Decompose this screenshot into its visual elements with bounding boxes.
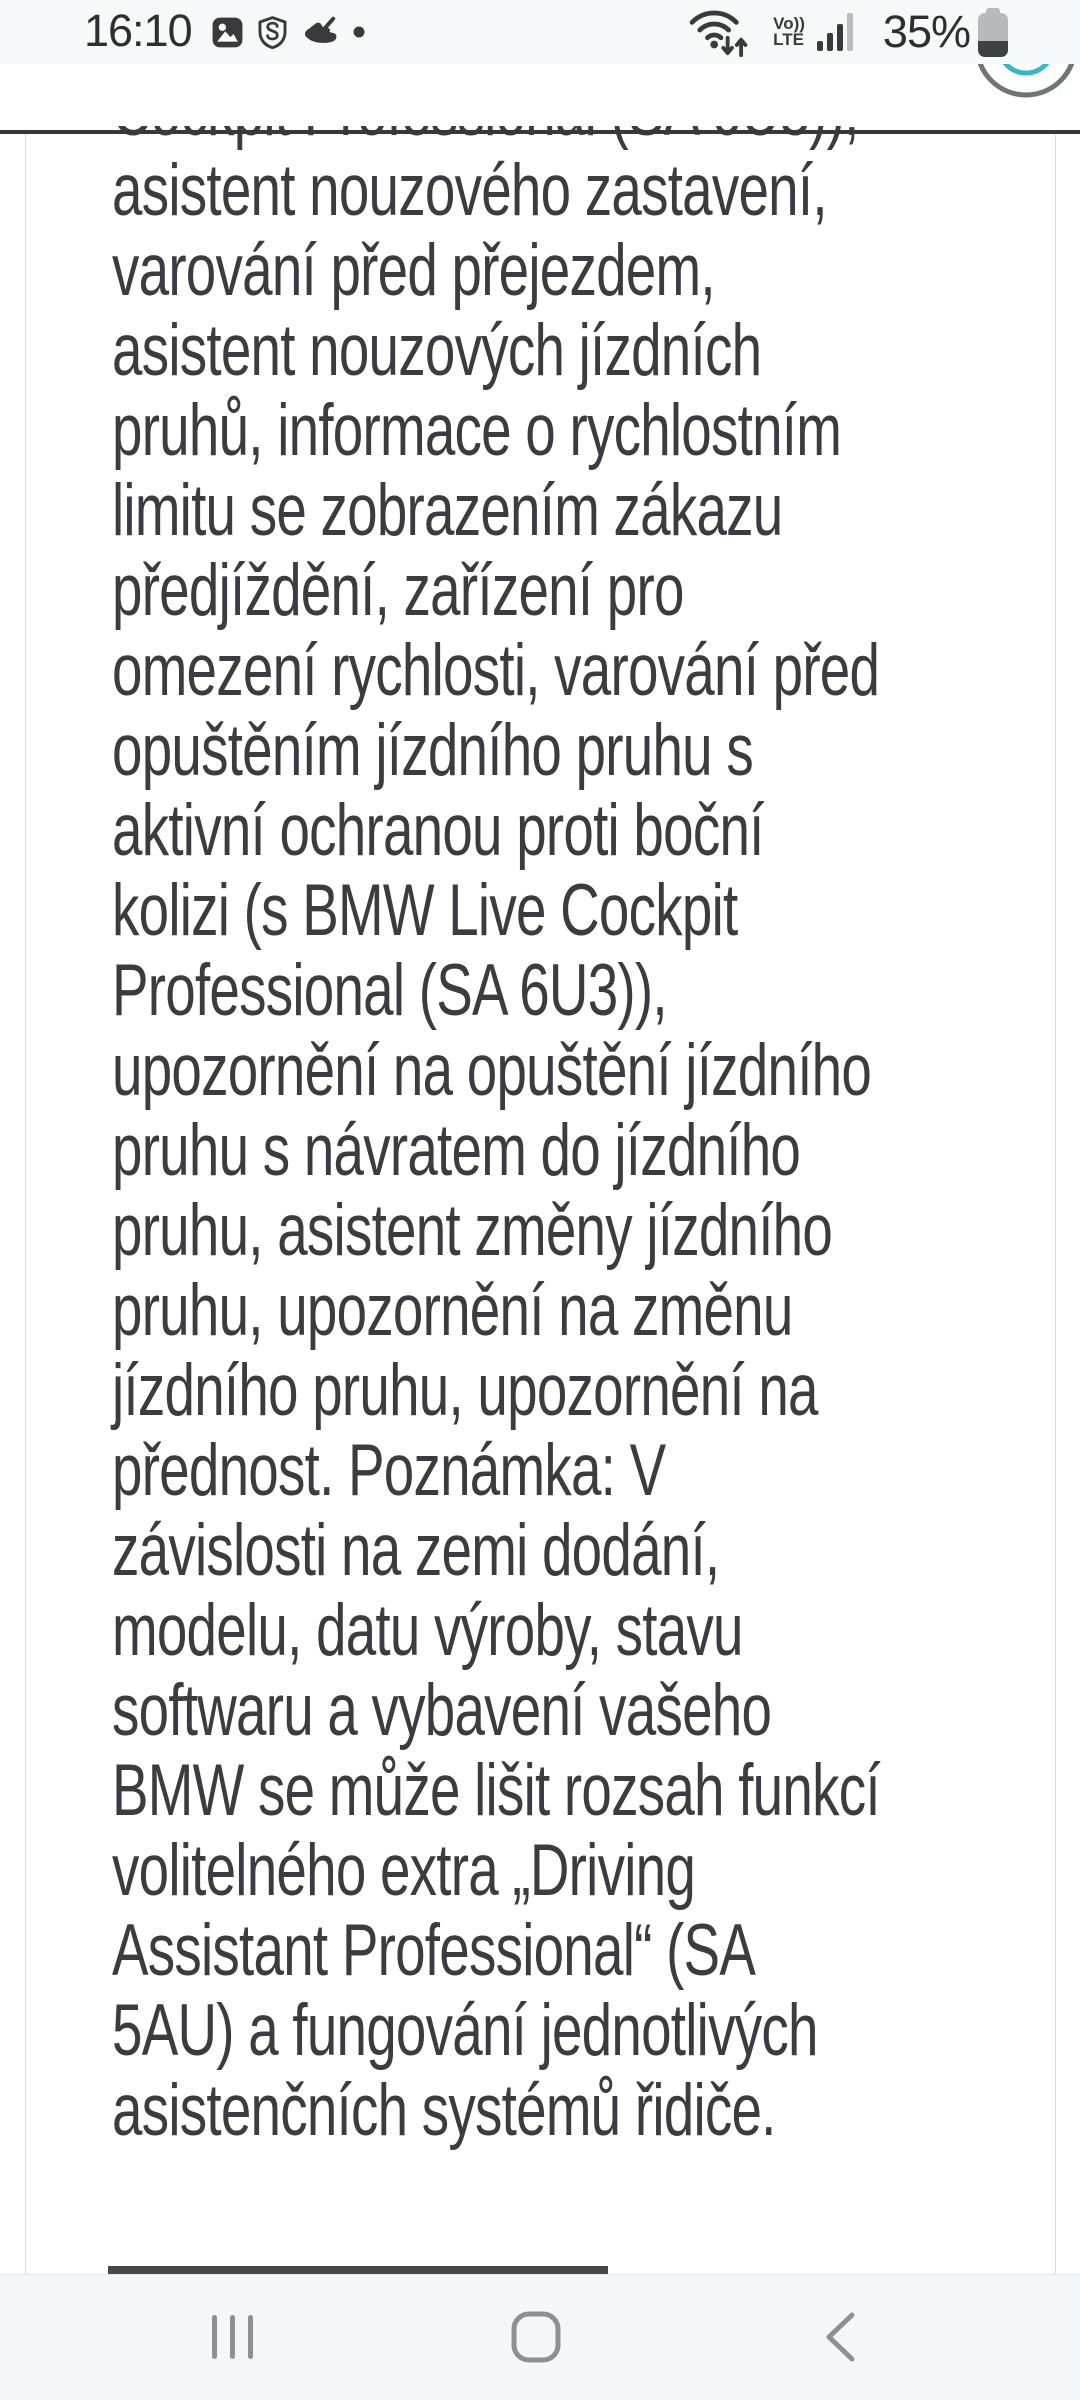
text-line: asistent nouzového zastavení,: [112, 150, 827, 231]
text-line: upozornění na opuštění jízdního: [112, 1030, 872, 1111]
status-bar-right: [689, 6, 1008, 58]
text-line: modelu, datu výroby, stavu: [112, 1590, 743, 1671]
volte-icon: [773, 16, 805, 48]
text-line: omezení rychlosti, varování před: [112, 630, 880, 711]
text-line: Professional (SA 6U3)),: [112, 950, 667, 1031]
text-line: opuštěním jízdního pruhu s: [112, 710, 753, 791]
volte-bottom-label: LTE: [773, 30, 804, 49]
gallery-icon: [212, 17, 243, 48]
status-bar: [0, 0, 1080, 64]
text-line: předjíždění, zařízení pro: [112, 550, 684, 631]
header-mask: [0, 64, 1080, 126]
signal-strength-icon: [815, 11, 859, 53]
text-line: jízdního pruhu, upozornění na: [112, 1350, 818, 1431]
recents-button[interactable]: [211, 2314, 255, 2363]
text-line: pruhů, informace o rychlostním: [112, 390, 842, 471]
navigation-bar: [0, 2274, 1080, 2400]
text-line: pruhu, asistent změny jízdního: [112, 1190, 833, 1271]
text-line: softwaru a vybavení vašeho: [112, 1670, 772, 1751]
notification-dot: [353, 26, 365, 38]
home-icon: [511, 2311, 561, 2363]
volte-top-label: Vo)): [773, 14, 805, 33]
card-border-left: [25, 132, 26, 2275]
text-line: limitu se zobrazením zákazu: [112, 470, 783, 551]
shoe-icon: [302, 15, 339, 49]
text-line: volitelného extra „Driving: [112, 1830, 696, 1911]
text-line: pruhu s návratem do jízdního: [112, 1110, 801, 1191]
back-button[interactable]: [824, 2312, 856, 2365]
back-icon: [824, 2312, 856, 2362]
text-line: pruhu, upozornění na změnu: [112, 1270, 793, 1351]
wifi-arrows-icon: [689, 7, 749, 57]
text-line: kolizi (s BMW Live Cockpit: [112, 870, 738, 951]
header-divider-rule: [0, 130, 1080, 134]
text-line: asistent nouzových jízdních: [112, 310, 762, 391]
text-line: 5AU) a fungování jednotlivých: [112, 1990, 818, 2071]
text-line: Assistant Professional“ (SA: [112, 1910, 756, 1991]
card-border-right: [1055, 132, 1056, 2275]
text-line: přednost. Poznámka: V: [112, 1430, 666, 1511]
clock: 16:10: [84, 5, 192, 56]
battery-percent: 35%: [882, 6, 970, 57]
text-line: varování před přejezdem,: [112, 230, 715, 311]
section-divider-bar: [108, 2266, 608, 2274]
status-bar-left: [84, 6, 379, 58]
text-line: BMW se může lišit rozsah funkcí: [112, 1750, 880, 1831]
recents-icon: [211, 2314, 255, 2360]
shield-icon: [257, 16, 288, 49]
text-line: aktivní ochranou proti boční: [112, 790, 764, 871]
battery-icon: [978, 8, 1008, 57]
text-line: závislosti na zemi dodání,: [112, 1510, 720, 1591]
text-line: asistenčních systémů řidiče.: [112, 2070, 776, 2151]
paragraph-text: [112, 71, 1072, 2151]
home-button[interactable]: [511, 2311, 561, 2366]
